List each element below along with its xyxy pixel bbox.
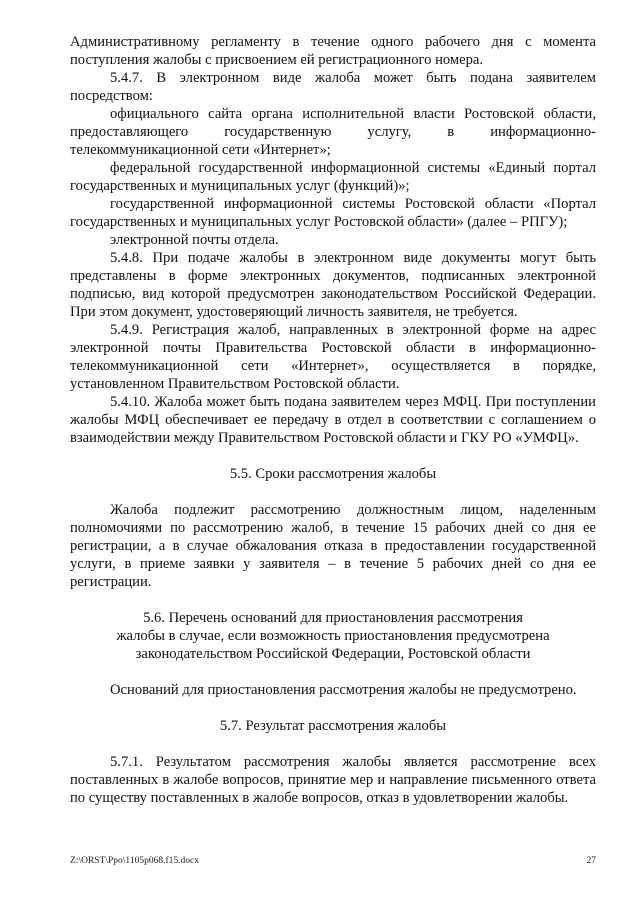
file-path: Z:\ORST\Ppo\1105p068.f15.docx [70, 856, 199, 866]
section-heading-5-6-line-1: 5.6. Перечень оснований для приостановления рассмотрения [143, 610, 523, 626]
paragraph-5-4-7: 5.4.7. В электронном виде жалоба может быть подана заявителем посредством: [70, 70, 596, 104]
list-item-email: электронной почты отдела. [110, 232, 279, 248]
page-number: 27 [586, 856, 596, 866]
spacer [70, 735, 596, 753]
spacer [70, 483, 596, 501]
list-item-official-site: официального сайта органа исполнительной власти Ростовской области, предоставляющего государственную услугу, в информационно-телекоммуникационной сети «Интернет»; [70, 106, 596, 158]
list-item-regional-portal: государственной информационной системы Ростовской области «Портал государственных и муниципальных услуг Ростовской области» (далее – РПГУ); [70, 196, 596, 230]
spacer [70, 591, 596, 609]
section-heading-5-5: 5.5. Сроки рассмотрения жалобы [229, 466, 437, 482]
paragraph-5-6: Оснований для приостановления рассмотрения жалобы не предусмотрено. [110, 682, 577, 698]
paragraph-5-4-10: 5.4.10. Жалоба может быть подана заявителем через МФЦ. При поступлении жалобы МФЦ обеспечивает ее передачу в отдел в соответствии с соглашением о взаимодействии между Правительством Ростовской области и ГКУ РО «УМФЦ». [70, 394, 596, 446]
paragraph-5-4-9: 5.4.9. Регистрация жалоб, направленных в электронной форме на адрес электронной почты Правительства Ростовской области в информационно-телекоммуникационной сети «Интернет», осуществляется в порядке, установленном Правительством Ростовской области. [70, 322, 596, 392]
section-heading-5-7: 5.7. Результат рассмотрения жалобы [219, 718, 447, 734]
spacer [70, 663, 596, 681]
document-body [70, 33, 596, 807]
paragraph-5-4-8: 5.4.8. При подаче жалобы в электронном виде документы могут быть представлены в форме электронных документов, подписанных электронной подписью, вид которой предусмотрен законодательством Российской Федерации. При этом документ, удостоверяющий личность заявителя, не требуется. [70, 250, 596, 320]
section-heading-5-6-line-2: жалобы в случае, если возможность приостановления предусмотрена [116, 628, 550, 644]
spacer [70, 447, 596, 465]
paragraph-5-7-1: 5.7.1. Результатом рассмотрения жалобы является рассмотрение всех поставленных в жалобе вопросов, принятие мер и направление письменного ответа по существу поставленных в жалобе вопросов, отказ в удовлетворении жалобы. [70, 754, 596, 806]
paragraph-5-5: Жалоба подлежит рассмотрению должностным лицом, наделенным полномочиями по рассмотрению жалоб, в течение 15 рабочих дней со дня ее регистрации, а в случае обжалования отказа в предоставлении государственной услуги, в приеме заявки у заявителя – в течение 5 рабочих дней со дня ее регистрации. [70, 502, 596, 590]
section-heading-5-6-line-3: законодательством Российской Федерации, Ростовской области [135, 646, 531, 662]
paragraph-continuation: Административному регламенту в течение одного рабочего дня с момента поступления жалобы с присвоением ей регистрационного номера. [70, 34, 596, 68]
list-item-federal-portal: федеральной государственной информационной системы «Единый портал государственных и муниципальных услуг (функций)»; [70, 160, 596, 194]
spacer [70, 699, 596, 717]
